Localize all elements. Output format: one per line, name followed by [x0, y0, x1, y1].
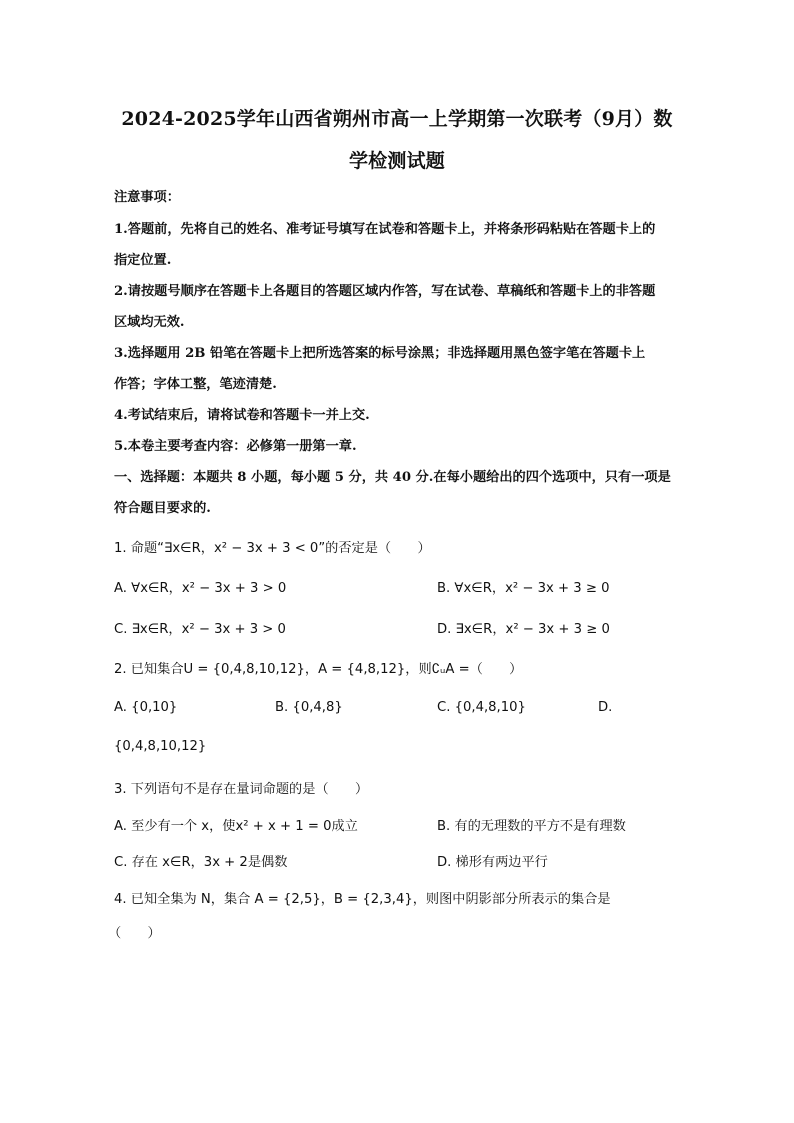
- question-1-option-c: C. ∃x∈R，x² − 3x + 3 > 0: [114, 622, 286, 637]
- question-1-option-d: D. ∃x∈R，x² − 3x + 3 ≥ 0: [437, 622, 610, 637]
- question-3-option-c: C. 存在 x∈R，3x + 2是偶数: [114, 855, 288, 870]
- question-4-answer-blank: （ ）: [108, 926, 161, 941]
- notice-item: 2.请按题号顺序在答题卡上各题目的答题区域内作答，写在试卷、草稿纸和答题卡上的非答题: [114, 284, 656, 299]
- question-1-option-b: B. ∀x∈R，x² − 3x + 3 ≥ 0: [437, 581, 610, 596]
- question-1-stem: 1. 命题“∃x∈R，x² − 3x + 3 < 0”的否定是（ ）: [114, 541, 431, 556]
- question-2-stem: 2. 已知集合U = {0,4,8,10,12}，A = {4,8,12}，则∁ᵤA =（ ）: [114, 662, 523, 677]
- notice-item: 指定位置.: [114, 253, 172, 268]
- question-3-option-a: A. 至少有一个 x，使x² + x + 1 = 0成立: [114, 819, 358, 834]
- notice-heading: 注意事项：: [114, 190, 180, 205]
- notice-item: 4.考试结束后，请将试卷和答题卡一并上交.: [114, 408, 370, 423]
- section-heading-line-1: 一、选择题：本题共 8 小题，每小题 5 分，共 40 分.在每小题给出的四个选项中，只有一项是: [114, 470, 671, 485]
- question-2-option-d: D.: [598, 700, 613, 715]
- question-3-option-b: B. 有的无理数的平方不是有理数: [437, 819, 626, 834]
- question-2-option-d-value: {0,4,8,10,12}: [114, 739, 207, 754]
- notice-item: 作答；字体工整，笔迹清楚.: [114, 377, 277, 392]
- document-title-line-2: 学检测试题: [348, 150, 445, 172]
- document-title-line-1: 2024-2025学年山西省朔州市高一上学期第一次联考（9月）数: [121, 108, 673, 130]
- question-4-stem: 4. 已知全集为 N，集合 A = {2,5}，B = {2,3,4}，则图中阴影部分所表示的集合是: [114, 892, 611, 907]
- notice-item: 5.本卷主要考查内容：必修第一册第一章.: [114, 439, 357, 454]
- question-1-option-a: A. ∀x∈R，x² − 3x + 3 > 0: [114, 581, 287, 596]
- question-2-option-b: B. {0,4,8}: [275, 700, 343, 715]
- question-3-stem: 3. 下列语句不是存在量词命题的是（ ）: [114, 782, 369, 797]
- notice-item: 3.选择题用 2B 铅笔在答题卡上把所选答案的标号涂黑；非选择题用黑色签字笔在答题卡上: [114, 346, 646, 361]
- section-heading-line-2: 符合题目要求的.: [114, 501, 211, 516]
- notice-item: 1.答题前，先将自己的姓名、准考证号填写在试卷和答题卡上，并将条形码粘贴在答题卡上的: [114, 222, 656, 237]
- question-2-option-a: A. {0,10}: [114, 700, 178, 715]
- notice-item: 区域均无效.: [114, 315, 185, 330]
- question-3-option-d: D. 梯形有两边平行: [437, 855, 548, 870]
- question-2-option-c: C. {0,4,8,10}: [437, 700, 526, 715]
